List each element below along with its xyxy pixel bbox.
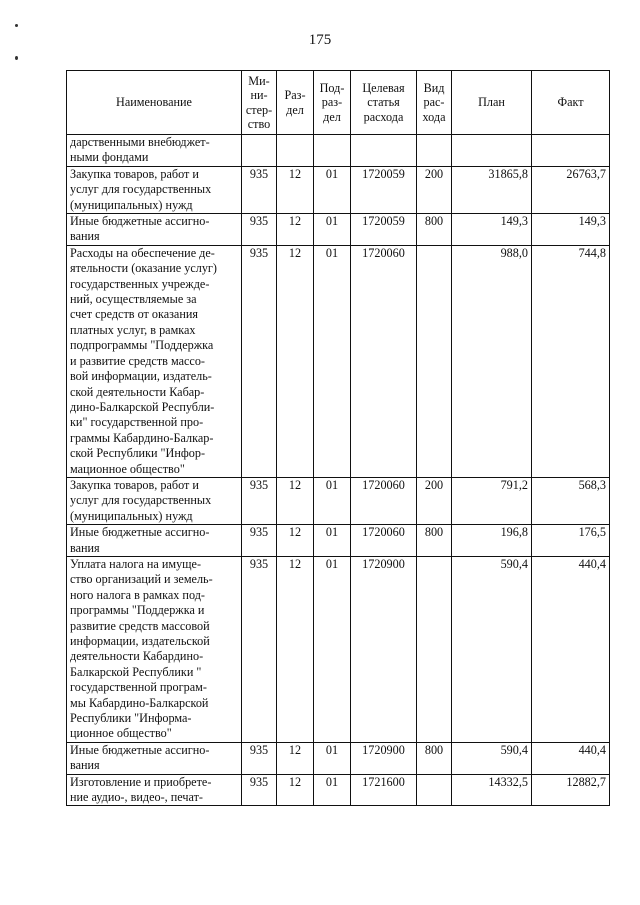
- row-ministry: 935: [242, 477, 277, 524]
- row-expense-type: [417, 556, 452, 742]
- header-ministry: Ми- ни- стер- ство: [242, 71, 277, 135]
- row-target: 1720900: [351, 556, 417, 742]
- table-row: [67, 166, 610, 213]
- row-ministry: 935: [242, 214, 277, 246]
- row-fact: 440,4: [532, 556, 610, 742]
- row-name: Изготовление и приобрете- ние аудио-, видео-, печат-: [67, 774, 242, 806]
- header-fact: Факт: [532, 71, 610, 135]
- row-target: 1720059: [351, 166, 417, 213]
- row-fact: 149,3: [532, 214, 610, 246]
- row-fact: [532, 135, 610, 167]
- row-section: 12: [277, 477, 314, 524]
- row-plan: 196,8: [452, 525, 532, 557]
- row-target: 1720060: [351, 477, 417, 524]
- row-fact: 176,5: [532, 525, 610, 557]
- row-expense-type: 800: [417, 214, 452, 246]
- row-section: 12: [277, 245, 314, 477]
- table-row: [67, 214, 610, 246]
- row-ministry: 935: [242, 166, 277, 213]
- row-plan: 149,3: [452, 214, 532, 246]
- row-target: 1720900: [351, 742, 417, 774]
- row-section: [277, 135, 314, 167]
- row-name: Расходы на обеспечение де- ятельности (оказание услуг) государственных учрежде- ний, осуществляемые за счет средств от оказания платных услуг, в рамках подпрограммы "Поддержка и развитие средств массо- вой информации, издатель- ской деятельности Кабар- дино-Балкарской Республи- ки" государственной про- граммы Кабардино-Балкар- ской Республики "Инфор- мационное общество": [67, 245, 242, 477]
- row-subsection: [314, 135, 351, 167]
- row-expense-type: 800: [417, 525, 452, 557]
- row-ministry: 935: [242, 245, 277, 477]
- row-section: 12: [277, 556, 314, 742]
- row-ministry: 935: [242, 556, 277, 742]
- row-section: 12: [277, 774, 314, 806]
- row-section: 12: [277, 214, 314, 246]
- row-target: 1720060: [351, 525, 417, 557]
- table-row: [67, 774, 610, 806]
- row-plan: 590,4: [452, 556, 532, 742]
- header-expense-type: Вид рас- хода: [417, 71, 452, 135]
- row-subsection: 01: [314, 774, 351, 806]
- row-subsection: 01: [314, 214, 351, 246]
- row-expense-type: [417, 135, 452, 167]
- row-section: 12: [277, 525, 314, 557]
- table-row: [67, 477, 610, 524]
- table-row: [67, 556, 610, 742]
- row-name: Закупка товаров, работ и услуг для государственных (муниципальных) нужд: [67, 477, 242, 524]
- row-name: Иные бюджетные ассигно- вания: [67, 214, 242, 246]
- row-expense-type: 200: [417, 477, 452, 524]
- row-subsection: 01: [314, 477, 351, 524]
- row-section: 12: [277, 166, 314, 213]
- table-row: [67, 525, 610, 557]
- row-fact: 568,3: [532, 477, 610, 524]
- header-name: Наименование: [67, 71, 242, 135]
- row-name: дарственными внебюджет- ными фондами: [67, 135, 242, 167]
- row-target: 1720060: [351, 245, 417, 477]
- row-subsection: 01: [314, 525, 351, 557]
- table-row: [67, 742, 610, 774]
- scan-mark-dot: [15, 24, 18, 27]
- row-ministry: 935: [242, 774, 277, 806]
- table-row: [67, 245, 610, 477]
- row-fact: 26763,7: [532, 166, 610, 213]
- row-plan: 590,4: [452, 742, 532, 774]
- budget-table: [66, 70, 610, 806]
- row-name: Иные бюджетные ассигно- вания: [67, 742, 242, 774]
- header-subsection: Под- раз- дел: [314, 71, 351, 135]
- header-plan: План: [452, 71, 532, 135]
- row-fact: 440,4: [532, 742, 610, 774]
- row-fact: 744,8: [532, 245, 610, 477]
- row-plan: 31865,8: [452, 166, 532, 213]
- row-plan: 791,2: [452, 477, 532, 524]
- row-subsection: 01: [314, 245, 351, 477]
- row-plan: 988,0: [452, 245, 532, 477]
- row-target: [351, 135, 417, 167]
- row-plan: [452, 135, 532, 167]
- row-ministry: [242, 135, 277, 167]
- row-expense-type: 800: [417, 742, 452, 774]
- page-number: 175: [308, 32, 332, 48]
- row-subsection: 01: [314, 556, 351, 742]
- row-expense-type: [417, 774, 452, 806]
- row-expense-type: 200: [417, 166, 452, 213]
- row-fact: 12882,7: [532, 774, 610, 806]
- header-section: Раз- дел: [277, 71, 314, 135]
- row-name: Уплата налога на имуще- ство организаций и земель- ного налога в рамках под- программы "Поддержка и развитие средств массовой информации, издательской деятельности Кабардино- Балкарской Республики " государственной програм- мы Кабардино-Балкарской Республики "Информа- ционное общество": [67, 556, 242, 742]
- scan-mark-dot: [15, 56, 18, 60]
- row-target: 1720059: [351, 214, 417, 246]
- header-target: Целевая статья расхода: [351, 71, 417, 135]
- row-subsection: 01: [314, 166, 351, 213]
- table-row: [67, 135, 610, 167]
- row-plan: 14332,5: [452, 774, 532, 806]
- row-subsection: 01: [314, 742, 351, 774]
- table-header-row: [67, 71, 610, 135]
- row-ministry: 935: [242, 525, 277, 557]
- row-target: 1721600: [351, 774, 417, 806]
- row-section: 12: [277, 742, 314, 774]
- row-name: Закупка товаров, работ и услуг для государственных (муниципальных) нужд: [67, 166, 242, 213]
- row-expense-type: [417, 245, 452, 477]
- row-name: Иные бюджетные ассигно- вания: [67, 525, 242, 557]
- row-ministry: 935: [242, 742, 277, 774]
